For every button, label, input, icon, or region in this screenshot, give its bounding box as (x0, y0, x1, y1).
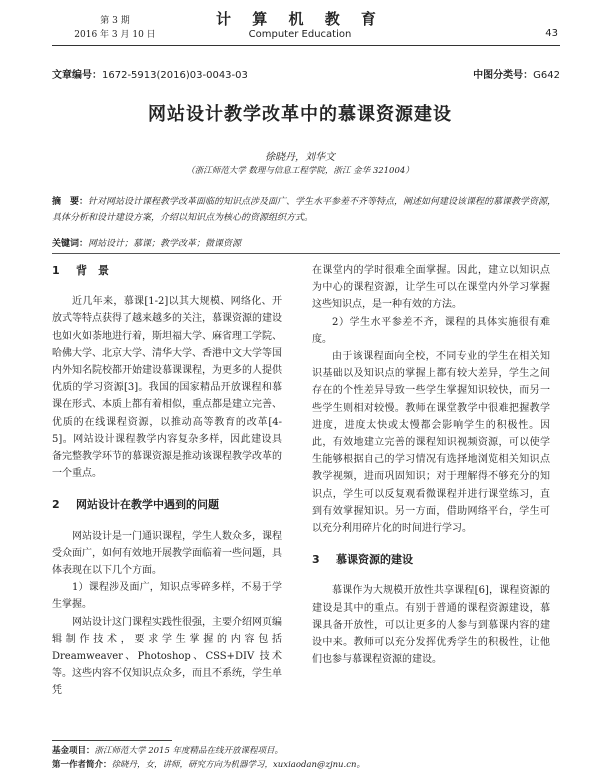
author-label: 第一作者简介： (52, 760, 112, 770)
keywords-text: 网站设计；慕课；教学改革；微课资源 (88, 239, 242, 249)
article-id: 1672-5913(2016)03-0043-03 (102, 70, 248, 81)
article-id-label: 文章编号： (52, 70, 102, 81)
paragraph: 1）课程涉及面广，知识点零碎多样，不易于学生掌握。 (52, 582, 282, 611)
paragraph: 由于该课程面向全校，不同专业的学生在相关知识基础以及知识点的掌握上都有较大差异，学生之间存在的个性差异导致一些学生掌握知识较快，而另一些学生则相对较慢。教师在课堂教学中很难把握教学进度，进度太快或太慢都会影响学生的积极性。因此，有效地建立完善的课程知识视频资源，可以使学生能够根据自己的学习情况有选择地浏览相关知识点教学视频，进而巩固知识；对于理解得不够充分的知识点，学生可以反复观看微课程并进行课堂练习，直到有效掌握知识。另一方面，借助网络平台，学生可以充分利用碎片化的时间进行学习。 (312, 351, 550, 535)
footnote (52, 744, 572, 772)
clc-label: 中图分类号： (473, 70, 534, 81)
abstract (52, 194, 560, 226)
article-meta (52, 66, 560, 81)
paragraph: 网站设计这门课程实践性很强，主要介绍网页编辑制作技术，要求学生掌握的内容包括Dreamweaver、Photoshop、CSS+DIV 技术等。这些内容不仅知识点众多，而且不系统，学生单凭 (52, 616, 282, 697)
fund-text: 浙江师范大学 2015 年度精品在线开放课程项目。 (94, 746, 284, 756)
paragraph: 在课堂内的学时很难全面掌握。因此，建立以知识点为中心的课程资源，让学生可以在课堂内外学习掌握这些知识点，是一种有效的方法。 (312, 265, 550, 311)
abstract-rule (52, 253, 560, 254)
keywords-label: 关键词： (52, 239, 89, 249)
section-title: 背 景 (76, 264, 109, 277)
header-rule (52, 45, 560, 46)
paper-title: 网站设计教学改革中的慕课资源建设 (148, 104, 452, 125)
footnote-rule (52, 740, 172, 741)
section-number: 1 (52, 264, 60, 277)
abstract-label: 摘 要： (52, 197, 89, 207)
section-title: 慕课资源的建设 (336, 553, 413, 567)
section-heading-1 (52, 262, 282, 279)
clc-block (473, 66, 560, 81)
keywords (52, 236, 560, 249)
section-title: 网站设计在教学中遇到的问题 (76, 498, 219, 512)
paragraph: 慕课作为大规模开放性共享课程[6]，课程资源的建设是其中的重点。有别于普通的课程资源建设，慕课具备开放性，可以让更多的人参与到慕课内容的建设中来。教师可以充分发挥优秀学生的积极性，让他们也参与慕课程资源的建设。 (312, 585, 550, 666)
issue-number: 第 3 期 (100, 16, 130, 26)
author-note (52, 758, 572, 772)
section-heading-3 (312, 551, 550, 568)
paragraph: 网站设计是一门通识课程，学生人数众多，课程受众面广，如何有效地开展教学面临着一些问题，具体表现在以下几个方面。 (52, 530, 282, 577)
section-heading-2 (52, 496, 282, 513)
author-text: 徐晓丹，女，讲师，研究方向为机器学习，xuxiaodan@zjnu.cn。 (111, 760, 365, 770)
running-header-issue (70, 14, 160, 42)
paper-authors: 徐晓丹，刘华文 (265, 152, 335, 163)
journal-name-block (200, 8, 400, 40)
paragraph: 2）学生水平参差不齐，课程的具体实施很有难度。 (312, 316, 550, 345)
paragraph: 近几年来，慕课[1-2]以其大规模、网络化、开放式等特点获得了越来越多的关注，慕课资源的建设也如火如荼地进行着，斯坦福大学、麻省理工学院、哈佛大学、北京大学、清华大学、香港中文大学等国内外知名院校都开始建设慕课课程，为更多的人提供优质的学习资源[3]。我国的国家精品开放课程和慕课在形式、本质上都有着相似，重点都是建立完善、优质的在线课程资源，以推动高等教育的改革[4-5]。网站设计课程教学内容复杂多样，因此建设具备完整教学环节的慕课资源是推动该课程教学改革的一个重点。 (52, 296, 282, 480)
journal-title-en: Computer Education (248, 29, 352, 40)
fund-note (52, 744, 572, 758)
clc-code: G642 (533, 70, 560, 81)
section-number: 2 (52, 498, 60, 512)
body-column-left (52, 262, 282, 700)
fund-label: 基金项目： (52, 746, 95, 756)
paper-affiliation: （浙江师范大学 数理与信息工程学院，浙江 金华 321004） (186, 166, 414, 176)
page-number: 43 (545, 28, 558, 39)
journal-title-cn: 计 算 机 教 育 (216, 10, 384, 28)
section-number: 3 (312, 553, 320, 567)
issue-date: 2016 年 3 月 10 日 (74, 30, 156, 40)
abstract-text: 针对网站设计课程教学改革面临的知识点涉及面广、学生水平参差不齐等特点，阐述如何建设该课程的慕课教学资源，具体分析和设计建设方案，介绍以知识点为核心的资源组织方式。 (52, 197, 557, 223)
body-column-right (312, 262, 550, 668)
